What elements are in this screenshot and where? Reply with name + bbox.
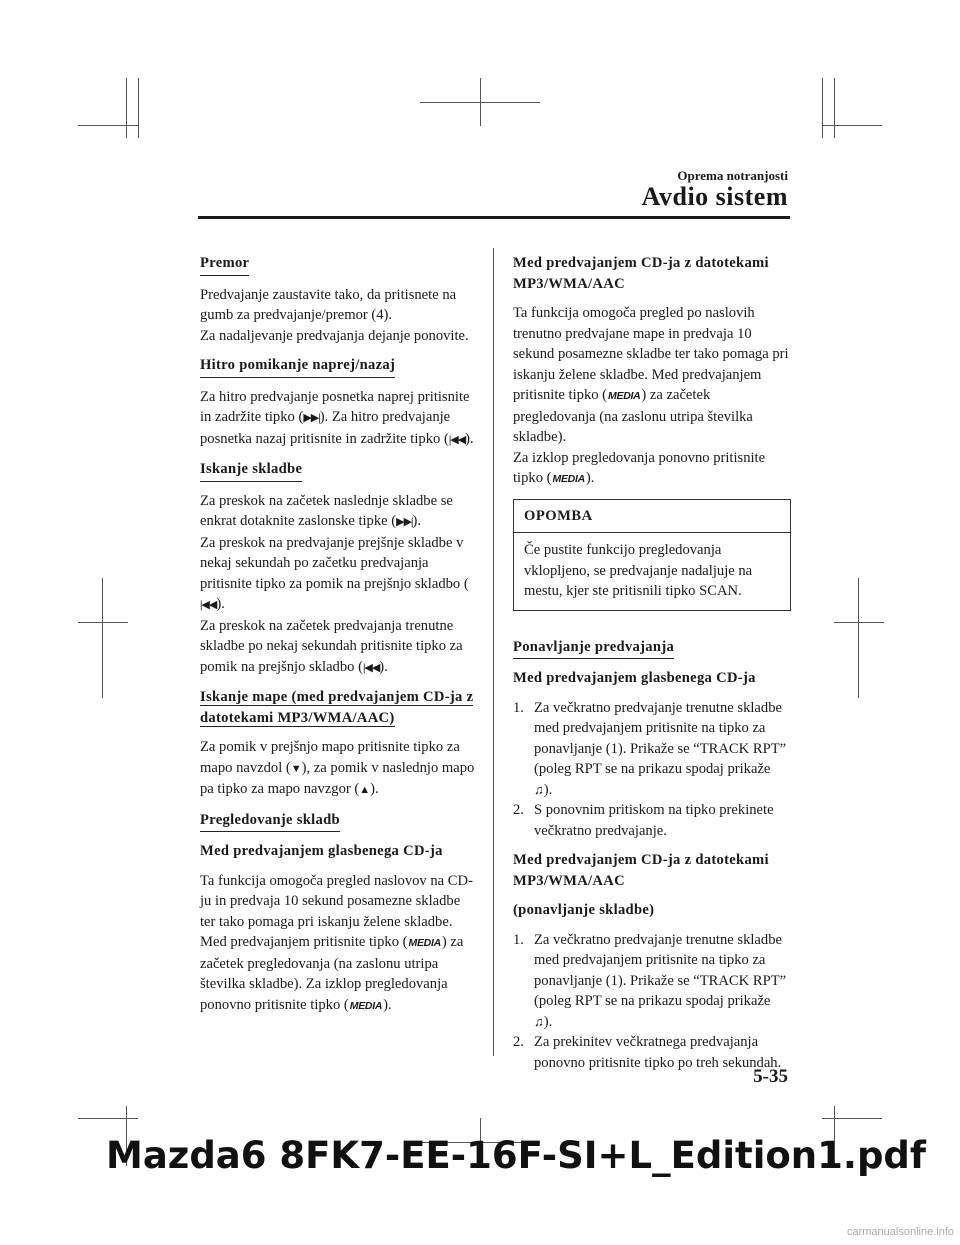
prev-track-icon: |◀◀ xyxy=(362,661,380,674)
repeat-subheading-cd: Med predvajanjem glasbenega CD-ja xyxy=(513,670,756,686)
fast-forward-heading: Hitro pomikanje naprej/nazaj xyxy=(200,355,395,378)
media-button-icon: MEDIA xyxy=(349,999,383,1012)
list-text: ). xyxy=(543,781,553,798)
media-button-icon: MEDIA xyxy=(552,473,585,485)
crop-mark xyxy=(78,622,128,623)
repeat-heading: Ponavljanje predvajanja xyxy=(513,637,674,660)
media-button-icon: MEDIA xyxy=(408,937,441,949)
crop-mark xyxy=(858,578,859,698)
crop-mark xyxy=(138,78,139,138)
scan-text-part: ) za začetek pregledovanja (na zaslonu utripa številka skladbe). Za izklop pregledovanja ponovno pritisnite tipko ( xyxy=(200,934,464,1013)
scan-text-part: Med predvajanjem pritisnite tipko ( xyxy=(200,934,408,950)
next-track-icon: ▶▶| xyxy=(303,412,320,424)
track-text-part: Za preskok na začetek predvajanja trenutne skladbe po nekaj sekundah pritisnite tipko za pomik na prejšnjo skladbo ( xyxy=(200,617,463,675)
track-text-part: Za preskok na predvajanje prejšnje skladbe v nekaj sekundah po začetku predvajanja pritisnite tipko za pomik na prejšnjo skladbo ( xyxy=(200,534,469,592)
section-label: Oprema notranjosti xyxy=(677,168,788,183)
left-column xyxy=(200,253,478,1025)
scan-text-part: Ta funkcija omogoča pregled naslovov na CD-ju in predvaja 10 sekund posamezne skladbe ter tako pomaga pri iskanju želene skladbe. xyxy=(200,872,473,930)
list-text: Za večkratno predvajanje trenutne skladbe med predvajanjem pritisnite na tipko za ponavljanje (1). Prikaže se “TRACK RPT” (poleg RPT se na prikazu spodaj prikaže xyxy=(534,931,787,1009)
right-column xyxy=(513,253,791,1082)
list-text: Za prekinitev večkratnega predvajanja ponovno pritisnite tipko po treh sekundah. xyxy=(534,1034,782,1071)
music-note-icon: ♫ xyxy=(534,1013,544,1029)
list-text: ). xyxy=(543,1013,553,1030)
list-number: 2. xyxy=(513,802,524,818)
note-body: Če pustite funkcijo pregledovanja vklopljeno, se predvajanje nadaljuje na mestu, kjer ste pritisnili tipko SCAN. xyxy=(524,542,753,599)
footer-filename: Mazda6 8FK7-EE-16F-SI+L_Edition1.pdf xyxy=(106,1134,927,1177)
list-text: S ponovnim pritiskom na tipko prekinete večkratno predvajanje. xyxy=(534,802,774,839)
crop-mark xyxy=(420,102,540,103)
mp3-text-part: ) za začetek pregledovanja (na zaslonu utripa številka skladbe). xyxy=(513,387,753,445)
folder-up-icon: ▲ xyxy=(359,784,371,796)
pause-text xyxy=(200,285,478,347)
track-text-part: ). xyxy=(216,596,225,612)
list-item xyxy=(513,698,791,801)
folder-down-icon: ▼ xyxy=(290,762,302,775)
crop-mark xyxy=(126,78,127,138)
scan-heading: Pregledovanje skladb xyxy=(200,810,340,833)
crop-mark xyxy=(822,78,823,138)
track-text-part: ). xyxy=(379,658,388,675)
track-text-part: Za preskok na začetek naslednje skladbe se enkrat dotaknite zaslonske tipke ( xyxy=(200,492,453,529)
mp3-scan-heading: Med predvajanjem CD-ja z datotekami MP3/WMA/AAC xyxy=(513,255,769,292)
pause-text-1: Predvajanje zaustavite tako, da pritisnete na gumb za predvajanje/premor (4). xyxy=(200,286,457,323)
ff-text-part: ). Za hitro predvajanje posnetka nazaj pritisnite in zadržite tipko ( xyxy=(200,409,451,447)
pause-text-2: Za nadaljevanje predvajanja dejanje ponovite. xyxy=(200,327,469,344)
scan-text xyxy=(200,871,478,1017)
mp3-scan-text xyxy=(513,303,791,490)
list-item xyxy=(513,930,791,1033)
list-item xyxy=(513,1032,791,1073)
ff-text-part: Za hitro predvajanje posnetka naprej pritisnite in zadržite tipko ( xyxy=(200,388,470,425)
list-item xyxy=(513,800,791,841)
track-search-text xyxy=(200,491,478,679)
page-number: 5-35 xyxy=(753,1066,788,1087)
track-text-part: ). xyxy=(412,513,421,529)
header-rule xyxy=(198,216,790,219)
folder-text-part: ), za pomik v naslednjo mapo pa tipko za mapo navzgor ( xyxy=(200,759,475,797)
page-title: Avdio sistem xyxy=(641,182,788,211)
folder-search-text xyxy=(200,737,478,801)
folder-text-part: Za pomik v prejšnjo mapo pritisnite tipko za mapo navzdol ( xyxy=(200,739,460,776)
prev-track-icon: |◀◀ xyxy=(448,433,466,446)
repeat-list-mp3 xyxy=(513,930,791,1074)
folder-search-heading-text: Iskanje mape (med predvajanjem CD-ja z datotekami MP3/WMA/AAC) xyxy=(200,689,474,726)
list-text: Za večkratno predvajanje trenutne skladbe med predvajanjem pritisnite na tipko za ponavljanje (1). Prikaže se “TRACK RPT” (poleg RPT se na prikazu spodaj prikaže xyxy=(534,699,787,777)
mp3-text-part: Ta funkcija omogoča pregled po naslovih trenutno predvajane mape in predvaja 10 sekund posamezne skladbe ter tako pomaga pri iskanju želene skladbe. Med predvajanjem pritisnite tipko ( xyxy=(513,305,789,403)
fast-forward-text xyxy=(200,387,478,451)
watermark: carmanualsonline.info xyxy=(846,1226,954,1238)
crop-mark xyxy=(78,125,138,126)
prev-track-icon: |◀◀ xyxy=(200,599,217,611)
crop-mark xyxy=(834,622,884,623)
folder-text-part: ). xyxy=(370,781,379,797)
music-note-icon: ♫ xyxy=(534,781,544,797)
ff-text-part: ). xyxy=(465,430,474,447)
repeat-list-cd xyxy=(513,698,791,842)
track-search-heading: Iskanje skladbe xyxy=(200,459,302,482)
media-button-icon: MEDIA xyxy=(608,390,641,402)
mp3-text-part: Za izklop pregledovanja ponovno pritisnite tipko ( xyxy=(513,449,766,486)
crop-mark xyxy=(834,78,835,138)
pause-heading: Premor xyxy=(200,253,249,276)
scan-subheading: Med predvajanjem glasbenega CD-ja xyxy=(200,843,443,859)
column-divider xyxy=(493,248,494,1056)
list-number: 2. xyxy=(513,1034,524,1050)
list-number: 1. xyxy=(513,699,524,716)
mp3-text-part: ). xyxy=(585,470,595,486)
scan-text-part: ). xyxy=(383,996,392,1013)
crop-mark xyxy=(822,1118,882,1119)
folder-search-heading xyxy=(200,687,478,728)
next-track-icon: ▶▶| xyxy=(396,516,413,528)
crop-mark xyxy=(822,125,882,126)
repeat-subheading-mp3: Med predvajanjem CD-ja z datotekami MP3/WMA/AAC xyxy=(513,852,769,889)
note-title: OPOMBA xyxy=(514,500,790,534)
note-box xyxy=(513,499,791,611)
list-number: 1. xyxy=(513,931,524,948)
repeat-subheading-track: (ponavljanje skladbe) xyxy=(513,902,655,918)
crop-mark xyxy=(78,1118,138,1119)
crop-mark xyxy=(102,578,103,698)
